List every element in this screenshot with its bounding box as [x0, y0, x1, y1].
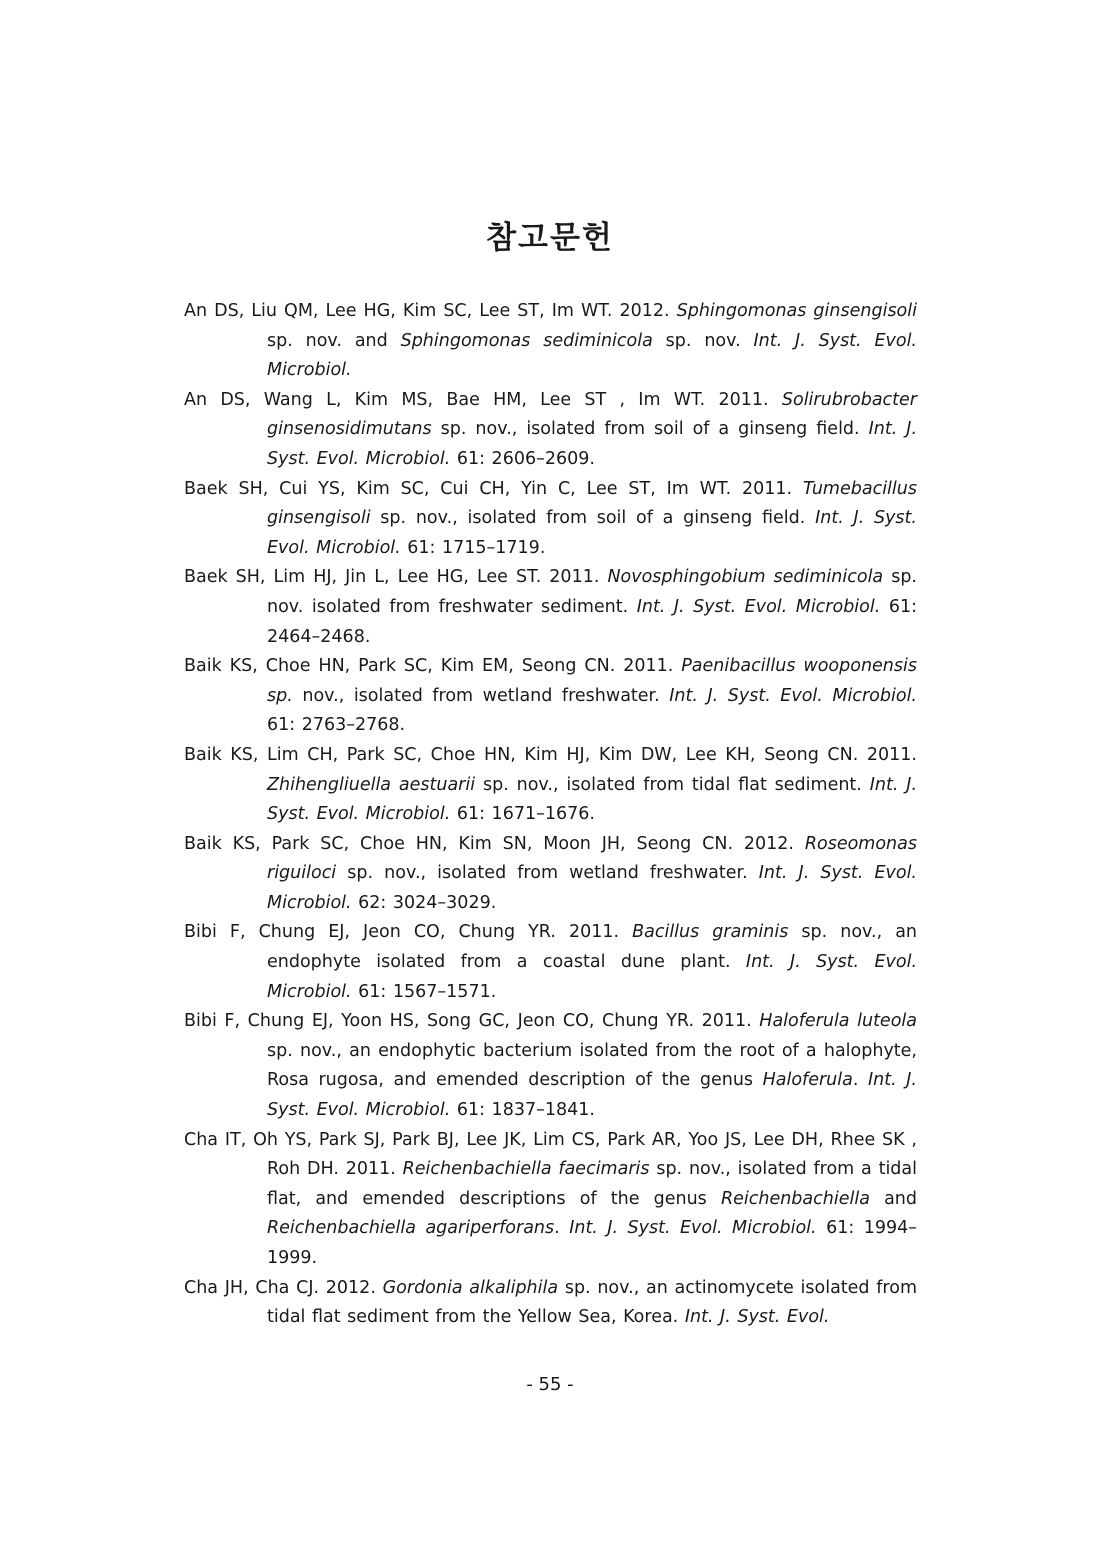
reference-entry [184, 918, 917, 1007]
reference-text: . [554, 1218, 570, 1239]
reference-text: sp. nov., isolated from a tidal flat, and emended descriptions of the genus [267, 1159, 918, 1209]
reference-text: sp. nov., isolated from wetland freshwater. [336, 863, 759, 884]
reference-italic-text: Reichenbachiella agariperforans [267, 1218, 555, 1239]
reference-text: Baek SH, Lim HJ, Jin L, Lee HG, Lee ST. 2011. [184, 567, 608, 588]
reference-italic-text: Int. J. Syst. Evol. Microbiol. [267, 952, 918, 1002]
reference-italic-text: Sphingomonas sediminicola [400, 330, 653, 351]
page-number: - 55 - [526, 1374, 574, 1395]
reference-italic-text: Tumebacillus ginsengisoli [267, 478, 917, 529]
reference-text: 61: 2763–2768. [267, 715, 406, 736]
reference-text: 62: 3024–3029. [351, 892, 497, 913]
reference-text: sp. nov. isolated from freshwater sediment. [267, 567, 917, 617]
reference-text: and [869, 1188, 917, 1209]
reference-text: 61: 2606–2609. [450, 448, 595, 469]
reference-text: nov., isolated from wetland freshwater. [292, 685, 670, 706]
reference-italic-text: Int. J. Syst. Evol. Microbiol. [636, 596, 881, 617]
reference-italic-text: Reichenbachiella faecimaris [402, 1159, 650, 1180]
reference-list [184, 297, 917, 1333]
reference-text: . [852, 1070, 869, 1091]
reference-italic-text: Paenibacillus wooponensis sp. [267, 656, 917, 706]
reference-italic-text: Roseomonas riguiloci [267, 833, 917, 884]
reference-italic-text: Int. J. Syst. Evol. Microbiol. [669, 685, 917, 706]
reference-text: sp. nov., an endophyte isolated from a coastal dune plant. [267, 922, 918, 973]
reference-entry [184, 1274, 917, 1333]
reference-italic-text: Int. J. Syst. Evol. Microbiol. [267, 419, 918, 469]
reference-italic-text: Haloferula [762, 1070, 853, 1091]
reference-italic-text: Int. J. Syst. Evol. [684, 1307, 830, 1328]
reference-text: Cha IT, Oh YS, Park SJ, Park BJ, Lee JK, Lim CS, Park AR, Yoo JS, Lee DH, Rhee SK , Roh DH. 2011. [184, 1129, 917, 1180]
reference-italic-text: Novosphingobium sediminicola [607, 567, 884, 588]
reference-entry [184, 563, 917, 652]
reference-italic-text: Gordonia alkaliphila [382, 1277, 559, 1298]
reference-text: 61: 1671–1676. [450, 804, 595, 825]
reference-text: sp. nov., isolated from soil of a ginseng field. [370, 508, 816, 529]
reference-italic-text: Solirubrobacter ginsenosidimutans [267, 389, 917, 440]
reference-text: sp. nov., an endophytic bacterium isolated from the root of a halophyte, Rosa rugosa, and emended description of the genus [267, 1040, 917, 1091]
reference-entry [184, 1007, 917, 1125]
reference-text: sp. nov., an actinomycete isolated from tidal flat sediment from the Yellow Sea, Korea. [267, 1277, 917, 1328]
reference-text: Baek SH, Cui YS, Kim SC, Cui CH, Yin C, Lee ST, Im WT. 2011. [184, 478, 803, 499]
reference-entry [184, 386, 917, 475]
reference-text: sp. nov., isolated from soil of a ginseng field. [431, 419, 869, 440]
reference-entry [184, 297, 917, 386]
reference-text: sp. nov. [652, 330, 754, 351]
reference-text: 61: 1837–1841. [450, 1100, 595, 1121]
page-title: 참고문헌 [486, 220, 614, 256]
reference-entry [184, 652, 917, 741]
reference-italic-text: Int. J. Syst. Evol. Microbiol. [267, 330, 917, 381]
reference-entry [184, 475, 917, 564]
reference-text: An DS, Wang L, Kim MS, Bae HM, Lee ST , Im WT. 2011. [184, 389, 782, 410]
reference-italic-text: Int. J. Syst. Evol. Microbiol. [569, 1218, 817, 1239]
reference-entry [184, 741, 917, 830]
reference-text: 61: 2464–2468. [267, 596, 917, 647]
reference-italic-text: Int. J. Syst. Evol. Microbiol. [267, 1070, 917, 1121]
reference-italic-text: Reichenbachiella [720, 1188, 870, 1209]
reference-text: 61: 1567–1571. [351, 981, 497, 1002]
reference-text: sp. nov. and [267, 330, 401, 351]
reference-italic-text: Int. J. Syst. Evol. Microbiol. [267, 863, 917, 913]
reference-italic-text: Bacillus graminis [632, 922, 789, 943]
reference-text: sp. nov., isolated from tidal flat sediment. [475, 774, 870, 795]
reference-italic-text: Haloferula luteola [759, 1011, 917, 1032]
reference-entry [184, 1126, 917, 1274]
reference-text: Baik KS, Park SC, Choe HN, Kim SN, Moon JH, Seong CN. 2012. [184, 833, 805, 854]
reference-text: An DS, Liu QM, Lee HG, Kim SC, Lee ST, Im WT. 2012. [184, 301, 677, 321]
reference-text: Cha JH, Cha CJ. 2012. [184, 1277, 383, 1298]
reference-text: Bibi F, Chung EJ, Jeon CO, Chung YR. 2011. [184, 922, 633, 943]
reference-text: 61: 1715–1719. [400, 537, 546, 558]
reference-italic-text: Int. J. Syst. Evol. Microbiol. [267, 508, 917, 558]
reference-text: Baik KS, Choe HN, Park SC, Kim EM, Seong CN. 2011. [184, 656, 682, 677]
reference-italic-text: Zhihengliuella aestuarii [267, 774, 476, 795]
reference-text: Baik KS, Lim CH, Park SC, Choe HN, Kim HJ, Kim DW, Lee KH, Seong CN. 2011. [184, 744, 917, 765]
reference-text: 61: 1994–1999. [267, 1218, 917, 1268]
reference-italic-text: Int. J. Syst. Evol. Microbiol. [267, 774, 918, 825]
reference-text: Bibi F, Chung EJ, Yoon HS, Song GC, Jeon CO, Chung YR. 2011. [184, 1011, 760, 1032]
reference-entry [184, 830, 917, 919]
reference-italic-text: Sphingomonas ginsengisoli [676, 301, 917, 321]
